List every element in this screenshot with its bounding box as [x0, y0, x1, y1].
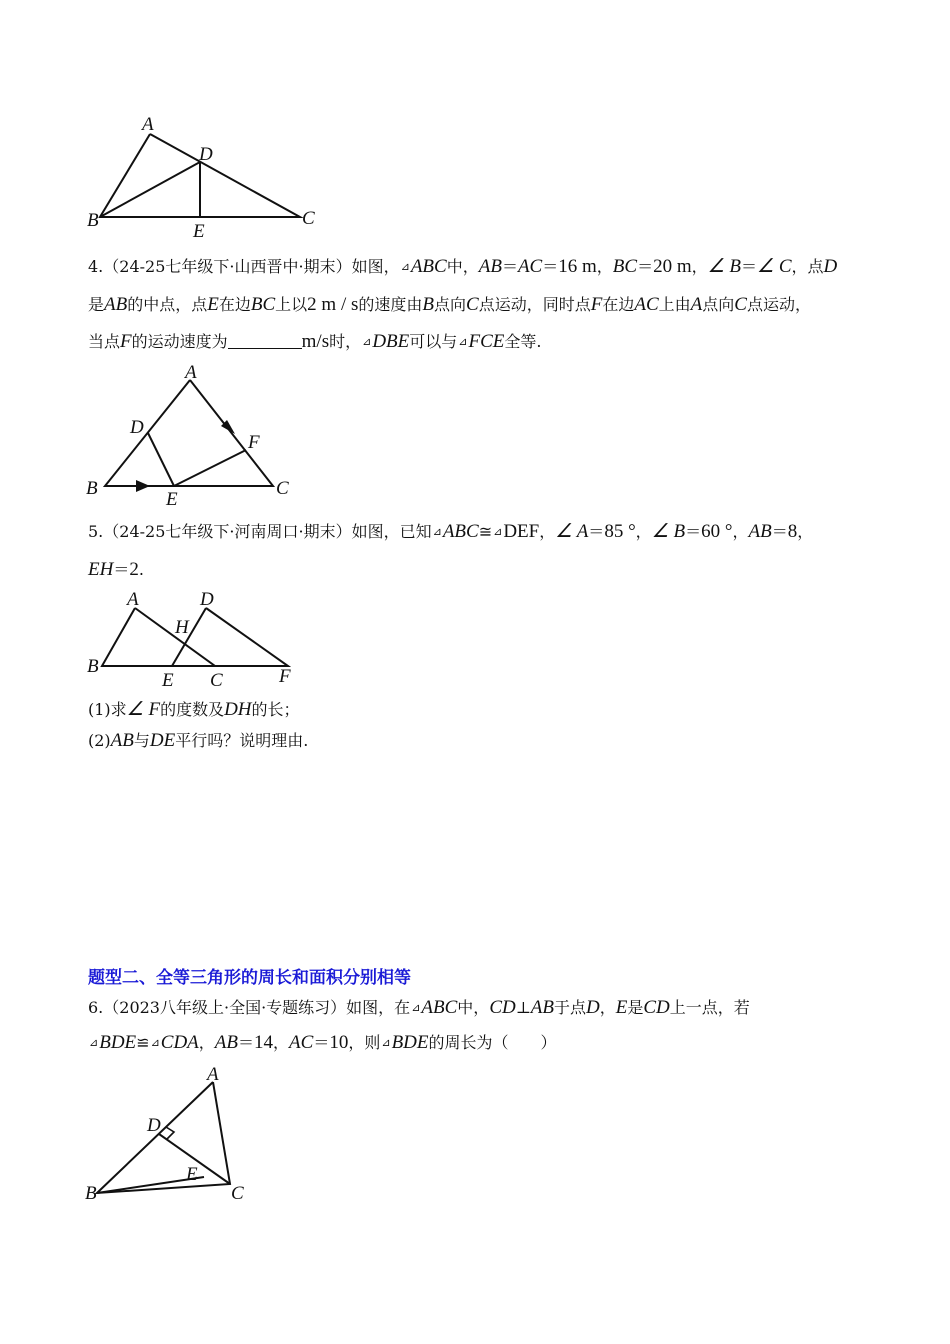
figure-1-segment-bd: [100, 162, 200, 217]
q6-line-2: ⊿BDE≌⊿CDA，AB＝14，AC＝10，则⊿BDE的周长为（ ）: [89, 1032, 557, 1053]
figure-4-label-a: A: [207, 1064, 219, 1085]
section-heading: 题型二、全等三角形的周长和面积分别相等: [88, 968, 411, 988]
figure-3-label-c: C: [210, 670, 223, 691]
q4-line-3: 当点F的运动速度为 m/s时，⊿DBE可以与⊿FCE全等.: [88, 331, 542, 352]
figure-1-label-d: D: [199, 144, 213, 165]
figure-3-label-h: H: [175, 617, 189, 638]
figure-4-label-e: E: [186, 1164, 198, 1185]
figure-1: [80, 110, 330, 245]
figure-2-label-d: D: [130, 417, 144, 438]
q5-line-2: EH＝2.: [88, 559, 144, 580]
q6-line-1: 6.（2023八年级上·全国·专题练习）如图，在⊿ABC中，CD⊥AB于点D，E是CD上一点，若: [88, 997, 750, 1018]
figure-3-triangle-def: [172, 608, 288, 666]
figure-2-label-b: B: [86, 478, 98, 499]
figure-3-label-f: F: [279, 666, 291, 687]
figure-2: [80, 360, 310, 510]
figure-1-label-b: B: [87, 210, 99, 231]
q5-sub-1: (1)求∠ F的度数及DH的长；: [88, 699, 300, 720]
figure-4: [80, 1060, 270, 1210]
answer-blank[interactable]: [228, 334, 302, 349]
figure-3-triangle-abc: [102, 608, 215, 666]
figure-2-label-f: F: [248, 432, 260, 453]
q4-line-1: 4.（24-25七年级下·山西晋中·期末）如图，⊿ABC中，AB＝AC＝16 m，BC＝20 m，∠ B＝∠ C，点D: [88, 256, 838, 277]
q5-sub-2: (2)AB与DE平行吗？说明理由.: [88, 730, 309, 751]
q4-line-2: 是AB的中点，点E在边BC上以2 m / s的速度由B点向C点运动，同时点F在边AC上由A点向C点运动，: [88, 294, 811, 315]
figure-4-label-b: B: [85, 1183, 97, 1204]
figure-3-label-b: B: [87, 656, 99, 677]
right-angle-mark-icon: [166, 1127, 174, 1139]
figure-2-label-a: A: [185, 362, 197, 383]
figure-1-label-c: C: [302, 208, 315, 229]
arrow-on-bc-icon: [136, 480, 150, 492]
figure-2-segment-de: [148, 433, 174, 486]
triangle-symbol: ⊿: [400, 260, 410, 273]
figure-1-label-a: A: [142, 114, 154, 135]
figure-3: [80, 588, 305, 693]
figure-2-segment-ef: [174, 450, 246, 486]
figure-2-label-e: E: [166, 489, 178, 510]
figure-2-label-c: C: [276, 478, 289, 499]
figure-4-label-d: D: [147, 1115, 161, 1136]
figure-1-label-e: E: [193, 221, 205, 242]
figure-4-label-c: C: [231, 1183, 244, 1204]
figure-3-label-a: A: [127, 589, 139, 610]
figure-3-label-e: E: [162, 670, 174, 691]
q5-line-1: 5.（24-25七年级下·河南周口·期末）如图，已知⊿ABC≅⊿DEF，∠ A＝85 °，∠ B＝60 °，AB＝8，: [88, 521, 814, 542]
figure-3-label-d: D: [200, 589, 214, 610]
